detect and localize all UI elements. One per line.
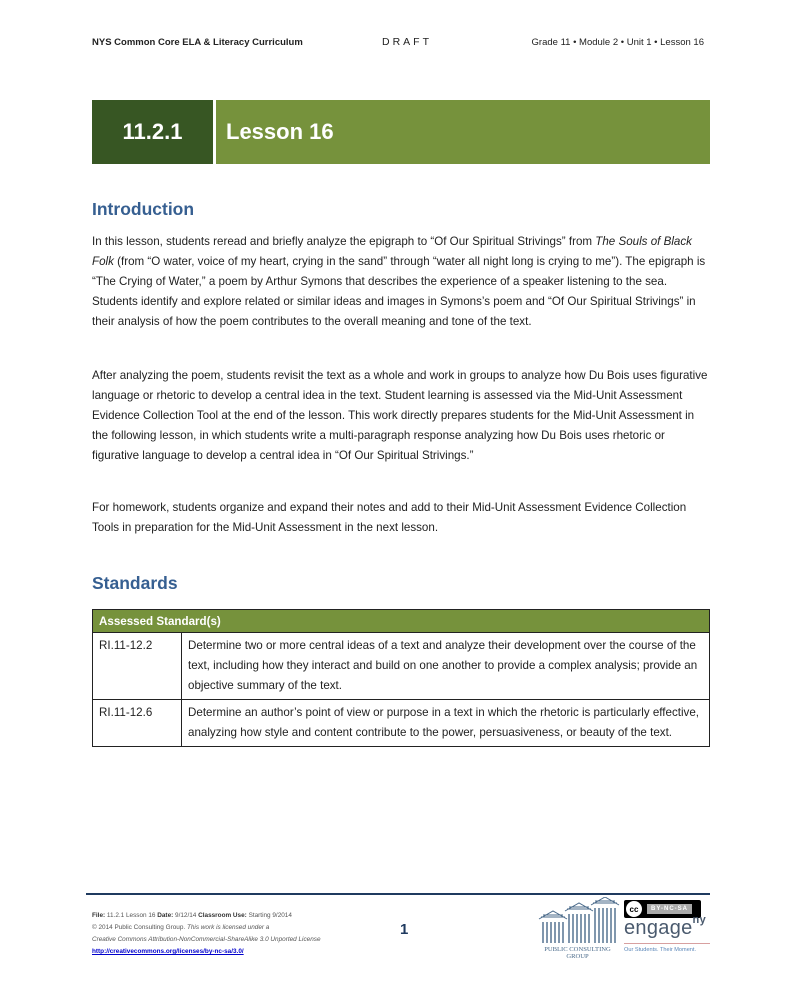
draft-label: DRAFT: [382, 36, 432, 48]
table-row: [93, 700, 710, 747]
pcg-label: [535, 946, 620, 960]
table-row: [93, 633, 710, 700]
curriculum-title: NYS Common Core ELA & Literacy Curriculum: [92, 37, 303, 48]
standard-code: RI.11-12.2: [93, 633, 182, 700]
standard-code: RI.11-12.6: [93, 700, 182, 747]
lesson-title: Lesson 16: [216, 100, 710, 164]
file-label: File:: [92, 912, 106, 919]
standard-text: Determine an author’s point of view or purpose in a text in which the rhetoric is particularly effective, analyzing how style and content contribute to the power, persuasiveness, or beauty of the text.: [182, 700, 710, 747]
table-header: Assessed Standard(s): [93, 610, 710, 633]
standards-table: [92, 609, 710, 747]
engage-ny: ny: [692, 914, 706, 927]
intro-paragraph-3: For homework, students organize and expand their notes and add to their Mid-Unit Assessment Evidence Collection Tools in preparation for the Mid-Unit Assessment in the next lesson.: [92, 501, 687, 534]
engage-word: engage: [624, 917, 693, 939]
lesson-code: 11.2.1: [92, 100, 213, 164]
license-text-b: Creative Commons Attribution-NonCommercial-ShareAlike 3.0 Unported License: [92, 936, 321, 943]
standards-heading: Standards: [92, 573, 178, 593]
grade-breadcrumb: Grade 11 • Module 2 • Unit 1 • Lesson 16: [531, 37, 704, 48]
license-link[interactable]: http://creativecommons.org/licenses/by-nc-sa/3.0/: [92, 948, 244, 955]
intro-paragraph-2: After analyzing the poem, students revisit the text as a whole and work in groups to analyze how Du Bois uses figurative language or rhetoric to develop a central idea in the text. Student learning is assessed via the Mid-Unit Assessment Evidence Collection Tool at the end of the lesson. This work directly prepares students for the Mid-Unit Assessment in the following lesson, in which students write a multi-paragraph response analyzing how Du Bois uses rhetoric or figurative language to develop a central idea in “Of Our Spiritual Strivings.”: [92, 369, 708, 462]
file-value: 11.2.1 Lesson 16: [105, 912, 158, 919]
cc-icon: cc: [625, 900, 643, 918]
license-text-a: This work is licensed under a: [186, 924, 270, 931]
intro-p1-text-a: In this lesson, students reread and briefly analyze the epigraph to “Of Our Spiritual Strivings” from: [92, 235, 596, 248]
intro-paragraph-1: [92, 232, 712, 332]
standard-text: Determine two or more central ideas of a text and analyze their development over the course of the text, including how they interact and build on one another to provide a complex analysis; provide an objective summary of the text.: [182, 633, 710, 700]
engageny-logo: [624, 914, 706, 940]
lesson-banner: [92, 100, 710, 164]
date-label: Date:: [157, 912, 174, 919]
engage-tagline: Our Students. Their Moment.: [624, 947, 697, 953]
intro-p1-text-b: (from “O water, voice of my heart, crying in the sand” through “water all night long is crying to me”). The epigraph is “The Crying of Water,” a poem by Arthur Symons that describes the experience of a speaker listening to the sea. Students identify and explore related or similar ideas and images in Symons’s poem and “Of Our Spiritual Strivings” in their analysis of how the poem contributes to the overall meaning and tone of the text.: [92, 255, 706, 328]
date-value: 9/12/14: [173, 912, 199, 919]
use-value: Starting 9/2014: [246, 912, 292, 919]
pcg-name: PUBLIC CONSULTING: [544, 946, 611, 953]
pcg-group: GROUP: [566, 953, 589, 960]
copyright: © 2014 Public Consulting Group.: [92, 924, 187, 931]
footer-divider: [86, 893, 710, 895]
footer-info: [92, 910, 321, 958]
cc-terms: BY-NC-SA: [647, 904, 692, 914]
page-number: 1: [400, 921, 409, 938]
engage-divider: [624, 943, 710, 944]
page-header: [92, 36, 704, 50]
cc-license-badge: [624, 900, 701, 918]
book-title: The Souls of Black Folk: [92, 235, 692, 268]
use-label: Classroom Use:: [198, 912, 247, 919]
introduction-heading: Introduction: [92, 199, 195, 219]
